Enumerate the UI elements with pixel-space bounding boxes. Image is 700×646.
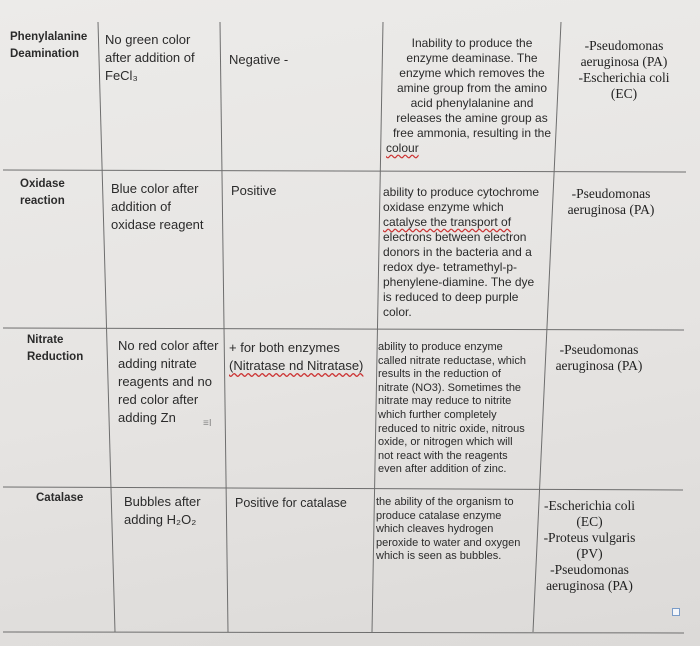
row-2-description-line-3 <box>383 215 558 230</box>
row-3-observation-line-4: red color after <box>118 392 199 407</box>
row-1-description-line-4: amine group from the amino <box>396 81 548 95</box>
row-1-description <box>386 36 558 156</box>
row-3-description-line-7: reduced to nitric oxide, nitrous <box>378 422 525 435</box>
resize-handle-icon <box>672 608 680 616</box>
row-4-description-line-2: produce catalase enzyme <box>376 509 502 522</box>
row-2-description-line-7: phenylene-diamine. The dye <box>383 275 535 289</box>
row-4-result <box>235 495 347 511</box>
row-3-description-line-6: which further completely <box>378 408 497 421</box>
row-1-test <box>10 29 87 63</box>
row-1-observation-line-1: No green color <box>105 32 191 47</box>
row-3-result <box>229 339 363 375</box>
row-1-organism-line-3: -Escherichia coli <box>578 70 670 85</box>
row-3-description <box>378 341 546 477</box>
row-3-test <box>27 332 83 366</box>
row-4-result-line-1: Positive for catalase <box>235 496 347 510</box>
row-1-description-line-1: Inability to produce the <box>411 36 533 50</box>
row-3-organism-line-1: -Pseudomonas <box>559 342 639 357</box>
row-2-observation-line-1: Blue color after <box>111 181 199 196</box>
row-1-description-line-6: releases the amine group as <box>396 111 548 125</box>
row-2-description <box>383 185 558 320</box>
row-2-description-line-4: electrons between electron <box>383 230 527 244</box>
row-2-description-line-6: redox dye- tetramethyl-p- <box>383 260 518 274</box>
row-1-test-line-2: Deamination <box>10 48 80 60</box>
row-1-observation-line-2: after addition of <box>105 50 195 65</box>
row-3-description-line-2: called nitrate reductase, which <box>378 354 526 367</box>
row-1-description-line-7: free ammonia, resulting in the <box>392 126 552 140</box>
row-1-description-word-colour: colour <box>386 141 419 155</box>
row-4-organism-line-2: (EC) <box>576 514 603 529</box>
cursor-mark: ≡I <box>203 418 212 429</box>
row-1-description-line-2: enzyme deaminase. The <box>406 51 538 65</box>
row-1-observation <box>105 31 195 85</box>
row-4-organism-line-1: -Escherichia coli <box>543 498 636 513</box>
row-3-test-line-2: Reduction <box>27 351 84 363</box>
row-3-test-line-1: Nitrate <box>27 334 64 346</box>
row-4-organisms <box>537 498 642 594</box>
row-3-result-line-1: + for both enzymes <box>229 340 340 355</box>
row-1-organism-line-4: (EC) <box>610 86 638 101</box>
row-1-organism-line-1: -Pseudomonas <box>584 38 664 53</box>
row-3-observation-line-5: adding Zn <box>118 410 176 425</box>
row-2-observation-line-2: addition of <box>111 199 171 214</box>
row-4-observation-line-1: Bubbles after <box>124 494 201 509</box>
row-3-result-line-2-text: (Nitratase nd Nitratase) <box>229 358 364 373</box>
row-4-description <box>376 496 532 564</box>
row-2-description-line-2: oxidase enzyme which <box>383 200 504 214</box>
row-3-description-line-9: not react with the reagents <box>378 449 508 462</box>
row-2-observation <box>111 180 204 234</box>
row-2-organisms <box>561 186 661 218</box>
row-4-organism-line-3: -Proteus vulgaris <box>543 530 636 545</box>
row-3-description-line-10: even after addition of zinc. <box>378 463 507 476</box>
row-4-test-line-1: Catalase <box>36 492 84 504</box>
row-3-observation-line-1: No red color after <box>118 338 219 353</box>
row-2-test-line-2: reaction <box>20 195 65 207</box>
row-4-organism-line-5: -Pseudomonas <box>550 562 629 577</box>
row-4-organism-line-4: (PV) <box>576 546 603 561</box>
row-1-description-line-3: enzyme which removes the <box>399 66 545 80</box>
row-3-observation-line-3: reagents and no <box>118 374 212 389</box>
row-1-description-line-5: acid phenylalanine and <box>410 96 534 110</box>
row-4-test <box>36 490 83 507</box>
row-1-observation-line-3: FeCl₃ <box>105 68 138 83</box>
row-3-description-line-4: nitrate (NO3). Sometimes the <box>378 381 522 394</box>
row-3-description-line-3: results in the reduction of <box>378 368 501 381</box>
row-3-observation <box>118 337 218 427</box>
row-1-description-line-8 <box>386 141 558 156</box>
row-2-description-line-5: donors in the bacteria and a <box>383 245 532 259</box>
row-4-description-line-1: the ability of the organism to <box>376 496 514 508</box>
row-1-result-line-1: Negative - <box>229 52 289 67</box>
row-4-observation <box>124 493 201 529</box>
row-3-organisms <box>550 342 648 374</box>
row-3-description-line-1: ability to produce enzyme <box>378 341 503 353</box>
row-2-organism-line-1: -Pseudomonas <box>571 186 651 201</box>
row-1-result <box>229 51 288 69</box>
row-2-result-line-1: Positive <box>231 183 277 198</box>
row-2-organism-line-2: aeruginosa (PA) <box>567 202 655 217</box>
row-2-description-line-3-text: catalyse the transport of <box>383 215 512 229</box>
row-4-description-line-3: which cleaves hydrogen <box>376 523 494 536</box>
row-3-organism-line-2: aeruginosa (PA) <box>555 358 643 373</box>
row-4-description-line-4: peroxide to water and oxygen <box>376 536 521 549</box>
row-1-organism-line-2: aeruginosa (PA) <box>580 54 668 69</box>
row-1-test-line-1: Phenylalanine <box>10 31 88 43</box>
row-4-observation-line-2: adding H₂O₂ <box>124 512 197 527</box>
row-2-description-line-1: ability to produce cytochrome <box>383 185 540 199</box>
row-3-description-line-8: oxide, or nitrogen which will <box>378 436 513 449</box>
row-4-organism-line-6: aeruginosa (PA) <box>546 578 633 593</box>
row-2-description-line-9: color. <box>383 305 412 319</box>
row-2-result <box>231 182 277 200</box>
row-2-observation-line-3: oxidase reagent <box>111 217 204 232</box>
row-3-observation-line-2: adding nitrate <box>118 356 197 371</box>
row-1-organisms <box>565 38 683 102</box>
row-3-result-line-2 <box>229 357 363 375</box>
row-2-description-line-8: is reduced to deep purple <box>383 290 519 304</box>
row-2-test <box>20 176 65 210</box>
row-4-description-line-5: which is seen as bubbles. <box>376 550 502 563</box>
row-2-test-line-1: Oxidase <box>20 178 65 190</box>
row-3-description-line-5: nitrate may reduce to nitrite <box>378 395 512 408</box>
